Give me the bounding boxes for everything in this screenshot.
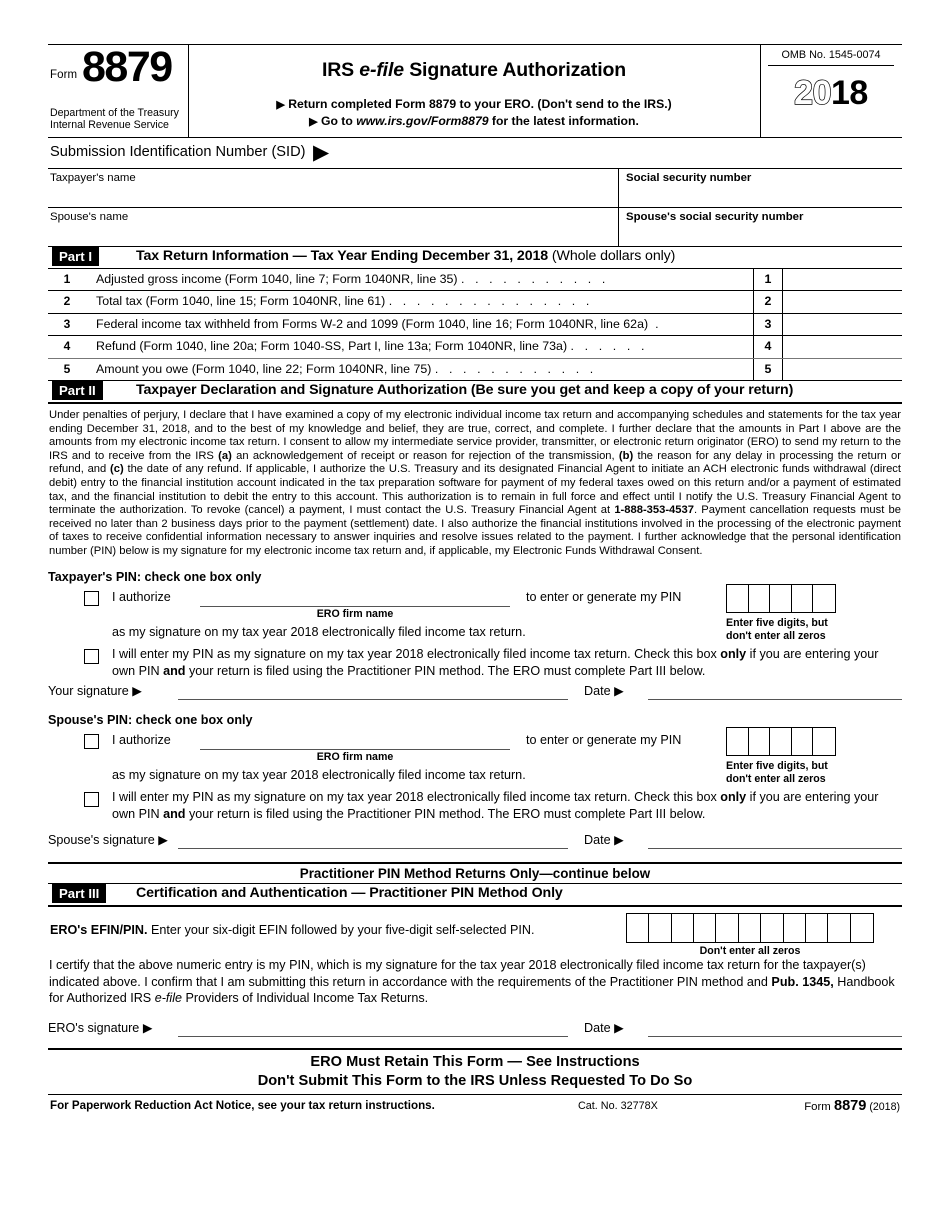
- taxpayer-pin-option2-checkbox[interactable]: [84, 649, 99, 664]
- taxpayer-ero-firm-name-input[interactable]: [200, 606, 510, 607]
- department-block: [50, 107, 179, 132]
- title-part-1: IRS: [321, 59, 360, 81]
- treasury-phone-number: 1-888-353-4537: [614, 504, 694, 517]
- pin-cell[interactable]: [770, 585, 792, 612]
- certify-seg-3: Providers of Individual Income Tax Returns.: [182, 990, 429, 1005]
- certify-efile-italic: e-file: [154, 990, 182, 1005]
- taxpayer-pin-block: [48, 584, 902, 679]
- line-description: [96, 317, 662, 331]
- spouse-pin-option2-checkbox[interactable]: [84, 792, 99, 807]
- form-number-label: 8879: [82, 43, 172, 91]
- paperwork-reduction-notice: For Paperwork Reduction Act Notice, see your tax return instructions.: [50, 1099, 435, 1113]
- line-number: 1: [63, 272, 71, 286]
- spouse-pin-option1-prefix: I authorize: [112, 733, 171, 748]
- line-description: [96, 294, 593, 308]
- spouse-signature-input[interactable]: [178, 848, 568, 849]
- header-goto-suffix: for the latest information.: [488, 114, 639, 128]
- spouse-pin-entry-boxes[interactable]: [726, 727, 836, 756]
- footer-form-identifier: [804, 1098, 900, 1114]
- line-number: 5: [63, 361, 71, 376]
- pin-cell[interactable]: [749, 728, 771, 755]
- taxpayer-date-label-text: Date: [584, 684, 611, 699]
- efin-cell[interactable]: [649, 914, 671, 942]
- certify-seg-2: Handbook for Authorized IRS: [49, 974, 895, 1005]
- spouse-pin-option1-second-line: as my signature on my tax year 2018 electronically filed income tax return.: [112, 768, 526, 783]
- spouse-name-label: Spouse's name: [50, 211, 129, 223]
- line-description-text: Refund (Form 1040, line 20a; Form 1040-SS, Part I, line 13a; Form 1040NR, line 73a): [96, 339, 568, 354]
- pin-cell[interactable]: [792, 728, 814, 755]
- signature-arrow-icon: ▶: [132, 684, 142, 699]
- amount-entry-field[interactable]: [783, 336, 902, 357]
- declaration-bold-c: (c): [110, 463, 124, 476]
- ero-date-input[interactable]: [648, 1036, 902, 1037]
- amount-row-number: 3: [753, 314, 783, 335]
- efin-note: Don't enter all zeros: [699, 945, 801, 958]
- spouse-pin-option1-suffix: to enter or generate my PIN: [526, 733, 682, 748]
- form-sheet: [48, 44, 902, 1117]
- footer-form-number: 8879: [833, 1098, 867, 1115]
- spouse-name-row[interactable]: [48, 208, 902, 246]
- spouse-pin-option2-text: [112, 789, 902, 822]
- declaration-bold-a: (a): [218, 449, 232, 462]
- line-description-text: Amount you owe (Form 1040, line 22; Form 1040NR, line 75): [96, 361, 432, 376]
- department-line-2: Internal Revenue Service: [50, 119, 169, 132]
- header-goto-prefix: Go to: [321, 114, 357, 128]
- line-number: 3: [63, 316, 71, 331]
- pin-cell[interactable]: [770, 728, 792, 755]
- irs-website-link[interactable]: www.irs.gov/Form8879: [356, 114, 489, 128]
- header-left-block: [48, 45, 188, 137]
- practitioner-banner: Practitioner PIN Method Returns Only—continue below: [299, 866, 651, 882]
- ero-signature-arrow-icon: ▶: [142, 1021, 153, 1036]
- line-description-text: Total tax (Form 1040, line 15; Form 1040NR, line 61): [96, 294, 386, 309]
- amount-entry-field[interactable]: [783, 314, 902, 335]
- ero-date-label: [584, 1020, 624, 1035]
- table-row[interactable]: [48, 336, 902, 357]
- taxpayer-row-divider: [618, 169, 619, 207]
- taxpayer-pin-option2-text: [112, 646, 902, 679]
- tp-opt2-c: your return is filed using the Practitioner PIN method. The ERO must complete Part III below.: [185, 663, 706, 678]
- header-center-block: [188, 45, 760, 137]
- table-row[interactable]: [48, 314, 902, 335]
- efin-pin-entry-boxes[interactable]: [626, 913, 874, 943]
- sid-arrow-icon: ▶: [313, 141, 330, 164]
- amount-entry-field[interactable]: [783, 291, 902, 312]
- header-instruction-1-text: Return completed Form 8879 to your ERO. (Don't send to the IRS.): [288, 97, 672, 111]
- efin-cell[interactable]: [739, 914, 761, 942]
- efin-cell[interactable]: [851, 914, 873, 942]
- sp-opt2-a: I will enter my PIN as my signature on my tax year 2018 electronically filed income tax return. Check this box: [112, 790, 721, 805]
- ero-signature-input[interactable]: [178, 1036, 568, 1037]
- amount-row-number: 4: [753, 336, 783, 357]
- taxpayer-signature-label-text: Your signature: [48, 684, 129, 699]
- tax-year-digits: 18: [831, 74, 868, 112]
- spouse-pin-block: [48, 727, 902, 822]
- amount-row-number: 1: [753, 269, 783, 290]
- omb-number: OMB No. 1545-0074: [781, 49, 881, 61]
- part-1-title-regular: (Whole dollars only): [548, 248, 676, 264]
- amount-entry-field[interactable]: [783, 359, 902, 380]
- taxpayer-ero-firm-caption: ERO firm name: [316, 608, 394, 621]
- spouse-pin-heading: Spouse's PIN: check one box only: [48, 713, 253, 728]
- sid-label: Submission Identification Number (SID): [50, 144, 306, 160]
- taxpayer-date-label: [584, 683, 624, 698]
- declaration-seg-5: . Payment cancellation requests must be received no later than 2 business days prior to the payment (settlement) date. I also authorize the financial institutions involved in the processing of the electronic payment of taxes to receive confidential information necessary to answer inquiries and resolve issues related to the payment. I further acknowledge that the personal identification number (PIN) below is my signature for my electronic income tax return and, if applicable, my Electronic Funds Withdrawal Consent.: [49, 504, 902, 557]
- amount-row-number: 2: [753, 291, 783, 312]
- part-2-tag: Part II: [52, 381, 103, 400]
- catalog-number: Cat. No. 32778X: [578, 1100, 658, 1113]
- tp-opt2-a: I will enter my PIN as my signature on my tax year 2018 electronically filed income tax return. Check this box: [112, 647, 721, 662]
- line-description-text: Adjusted gross income (Form 1040, line 7; Form 1040NR, line 35): [96, 272, 458, 286]
- line-number: 2: [63, 294, 71, 309]
- spouse-pin-note-line1: Enter five digits, but: [726, 760, 828, 773]
- header-right-block: [760, 45, 902, 137]
- title-part-2: Signature Authorization: [403, 59, 627, 81]
- footer-form-year: (2018): [866, 1101, 900, 1114]
- ssn-label: Social security number: [626, 172, 752, 184]
- spouse-pin-option1-checkbox[interactable]: [84, 734, 99, 749]
- title-efile: e-file: [359, 59, 404, 81]
- sp-opt2-c: your return is filed using the Practitioner PIN method. The ERO must complete Part III below.: [185, 806, 706, 821]
- efin-cell[interactable]: [672, 914, 694, 942]
- sp-opt2-and: and: [163, 806, 186, 821]
- ero-signature-label: [48, 1020, 153, 1035]
- spouse-signature-arrow-icon: ▶: [158, 833, 168, 848]
- efin-cell[interactable]: [694, 914, 716, 942]
- spouse-ero-firm-caption: ERO firm name: [316, 751, 394, 764]
- bottom-banner: [48, 1050, 902, 1094]
- triangle-bullet-icon-2: ▶: [309, 116, 318, 128]
- part-1-tag: Part I: [52, 247, 99, 266]
- header-instruction-1: [188, 97, 760, 111]
- table-row[interactable]: [48, 269, 902, 290]
- spouse-date-input[interactable]: [648, 848, 902, 849]
- part-1-title: [136, 248, 675, 264]
- department-line-1: Department of the Treasury: [50, 107, 179, 119]
- tax-year-century: 20: [794, 74, 831, 112]
- part-1-bar: [48, 247, 902, 268]
- declaration-seg-2: an acknowledgement of receipt or reason for rejection of the transmission,: [231, 449, 619, 462]
- pin-cell[interactable]: [749, 585, 771, 612]
- leader-dots: . . . . . . . . . . .: [461, 272, 609, 286]
- bottom-banner-line-1: ERO Must Retain This Form — See Instructions: [310, 1054, 640, 1071]
- line-number: 4: [63, 339, 71, 354]
- spouse-date-label-text: Date: [584, 833, 611, 848]
- efin-cell[interactable]: [806, 914, 828, 942]
- sp-opt2-b: if you are entering your own PIN: [112, 790, 879, 821]
- part-3-title: Certification and Authentication — Practitioner PIN Method Only: [136, 885, 563, 902]
- declaration-bold-b: (b): [618, 449, 634, 462]
- spouse-row-divider: [618, 208, 619, 246]
- spouse-ero-firm-name-input[interactable]: [200, 749, 510, 750]
- declaration-seg-1: Under penalties of perjury, I declare that I have examined a copy of my electronic individual income tax return and accompanying schedules and statements for the tax year ending December 31, 2018, and to the best of my knowledge and belief, they are true, correct, and complete. I further declare that the amounts in Part I above are the amounts from my electronic income tax return. I consent to allow my intermediate service provider, transmitter, or electronic return originator (ERO) to send my return to the IRS and to receive from the IRS: [49, 408, 901, 462]
- taxpayer-pin-heading: Taxpayer's PIN: check one box only: [48, 570, 262, 585]
- taxpayer-pin-note: [726, 617, 828, 642]
- efin-cell[interactable]: [716, 914, 738, 942]
- table-row[interactable]: [48, 291, 902, 312]
- pin-cell[interactable]: [813, 728, 835, 755]
- taxpayer-pin-option1-checkbox[interactable]: [84, 591, 99, 606]
- taxpayer-name-label: Taxpayer's name: [50, 172, 136, 184]
- ero-signature-row: [48, 1008, 902, 1048]
- part-1-title-bold: Tax Return Information — Tax Year Ending December 31, 2018: [136, 248, 549, 264]
- pin-cell[interactable]: [727, 728, 749, 755]
- efin-cell[interactable]: [828, 914, 850, 942]
- spouse-pin-note: [726, 760, 828, 785]
- line-description: [96, 362, 597, 376]
- efin-cell[interactable]: [784, 914, 806, 942]
- certify-seg-1: I certify that the above numeric entry is my PIN, which is my signature for the tax year 2018 electronically filed income tax return for the taxpayer(s) indicated above. I confirm that I am submitting this return in accordance with the requirements of the Practitioner PIN method and: [49, 958, 866, 989]
- pin-cell[interactable]: [727, 585, 749, 612]
- leader-dots: . . . . . . . . . . . .: [434, 361, 597, 376]
- spouse-signature-row: [48, 822, 902, 862]
- leader-dots: . . . . . .: [570, 339, 648, 354]
- taxpayer-declaration-text: [48, 404, 902, 563]
- pin-cell[interactable]: [792, 585, 814, 612]
- tp-opt2-b: if you are entering your own PIN: [112, 647, 879, 678]
- form-word-label: Form: [50, 69, 78, 81]
- page-footer: [48, 1095, 902, 1117]
- page-title: [188, 59, 760, 82]
- part-3-bar: [48, 884, 902, 905]
- taxpayer-pin-entry-boxes[interactable]: [726, 584, 836, 613]
- header-instruction-2: [188, 114, 760, 128]
- taxpayer-pin-option1-prefix: I authorize: [112, 590, 171, 605]
- footer-form-word: Form: [804, 1101, 834, 1114]
- efin-row: [48, 907, 902, 958]
- amount-row-number: 5: [753, 359, 783, 380]
- line-description: [96, 339, 648, 353]
- line-description: [96, 272, 609, 286]
- leader-dots: . . . . . . . . . . . . . . .: [388, 294, 593, 309]
- spouse-ssn-label: Spouse's social security number: [626, 211, 804, 223]
- pub-1345-reference: Pub. 1345,: [771, 974, 834, 989]
- taxpayer-date-input[interactable]: [648, 699, 902, 700]
- form-header: [48, 45, 902, 137]
- part-2-title: Taxpayer Declaration and Signature Authorization (Be sure you get and keep a copy of your return): [136, 381, 794, 398]
- tax-year: [760, 66, 902, 113]
- taxpayer-name-row[interactable]: [48, 169, 902, 207]
- spouse-date-label: [584, 832, 624, 847]
- declaration-seg-3: the reason for any delay in processing the return or refund, and: [49, 449, 901, 476]
- spouse-date-arrow-icon: ▶: [614, 833, 624, 848]
- spouse-pin-note-line2: don't enter all zeros: [726, 773, 826, 786]
- spouse-signature-label-text: Spouse's signature: [48, 833, 155, 848]
- taxpayer-pin-option1-second-line: as my signature on my tax year 2018 electronically filed income tax return.: [112, 625, 526, 640]
- sp-opt2-only: only: [720, 790, 747, 805]
- sid-row: [48, 138, 902, 168]
- efin-cell[interactable]: [627, 914, 649, 942]
- declaration-seg-4: the date of any refund. If applicable, I authorize the U.S. Treasury and its designated Financial Agent to initiate an ACH electronic funds withdrawal (direct debit) entry to the financial institution account indicated in the tax preparation software for payment of my federal taxes owed on this return and/or a payment of estimated tax, and the financial institution to debit the entry to this account. This authorization is to remain in full force and effect until I notify the U.S. Treasury Financial Agent to terminate the authorization. To revoke (cancel) a payment, I must contact the U.S. Treasury Financial Agent at: [49, 463, 901, 517]
- taxpayer-signature-row: [48, 679, 902, 713]
- bottom-banner-line-2: Don't Submit This Form to the IRS Unless Requested To Do So: [257, 1073, 693, 1090]
- taxpayer-signature-input[interactable]: [178, 699, 568, 700]
- pin-cell[interactable]: [813, 585, 835, 612]
- spouse-signature-label: [48, 832, 168, 847]
- efin-bold-label: ERO's EFIN/PIN.: [50, 923, 148, 938]
- tp-opt2-only: only: [720, 647, 747, 662]
- efin-cell[interactable]: [761, 914, 783, 942]
- amount-entry-field[interactable]: [783, 269, 902, 290]
- leader-dots: .: [648, 316, 663, 331]
- part-2-bar: [48, 381, 902, 402]
- taxpayer-pin-note-line2: don't enter all zeros: [726, 630, 826, 643]
- ero-date-label-text: Date: [584, 1021, 611, 1036]
- efin-instruction: [50, 923, 535, 937]
- taxpayer-pin-note-line1: Enter five digits, but: [726, 617, 828, 630]
- efin-instruction-text: Enter your six-digit EFIN followed by your five-digit self-selected PIN.: [147, 923, 535, 938]
- taxpayer-signature-label: [48, 683, 142, 698]
- part-3-tag: Part III: [52, 884, 106, 903]
- taxpayer-pin-option1-suffix: to enter or generate my PIN: [526, 590, 682, 605]
- tp-opt2-and: and: [163, 663, 186, 678]
- ero-date-arrow-icon: ▶: [614, 1021, 624, 1036]
- triangle-bullet-icon: ▶: [276, 99, 285, 111]
- line-description-text: Federal income tax withheld from Forms W-2 and 1099 (Form 1040, line 16; Form 1040NR, line 62a): [96, 316, 649, 331]
- date-arrow-icon: ▶: [614, 684, 624, 699]
- ero-certification-text: [48, 953, 902, 1008]
- ero-signature-label-text: ERO's signature: [48, 1021, 140, 1036]
- table-row[interactable]: [48, 359, 902, 380]
